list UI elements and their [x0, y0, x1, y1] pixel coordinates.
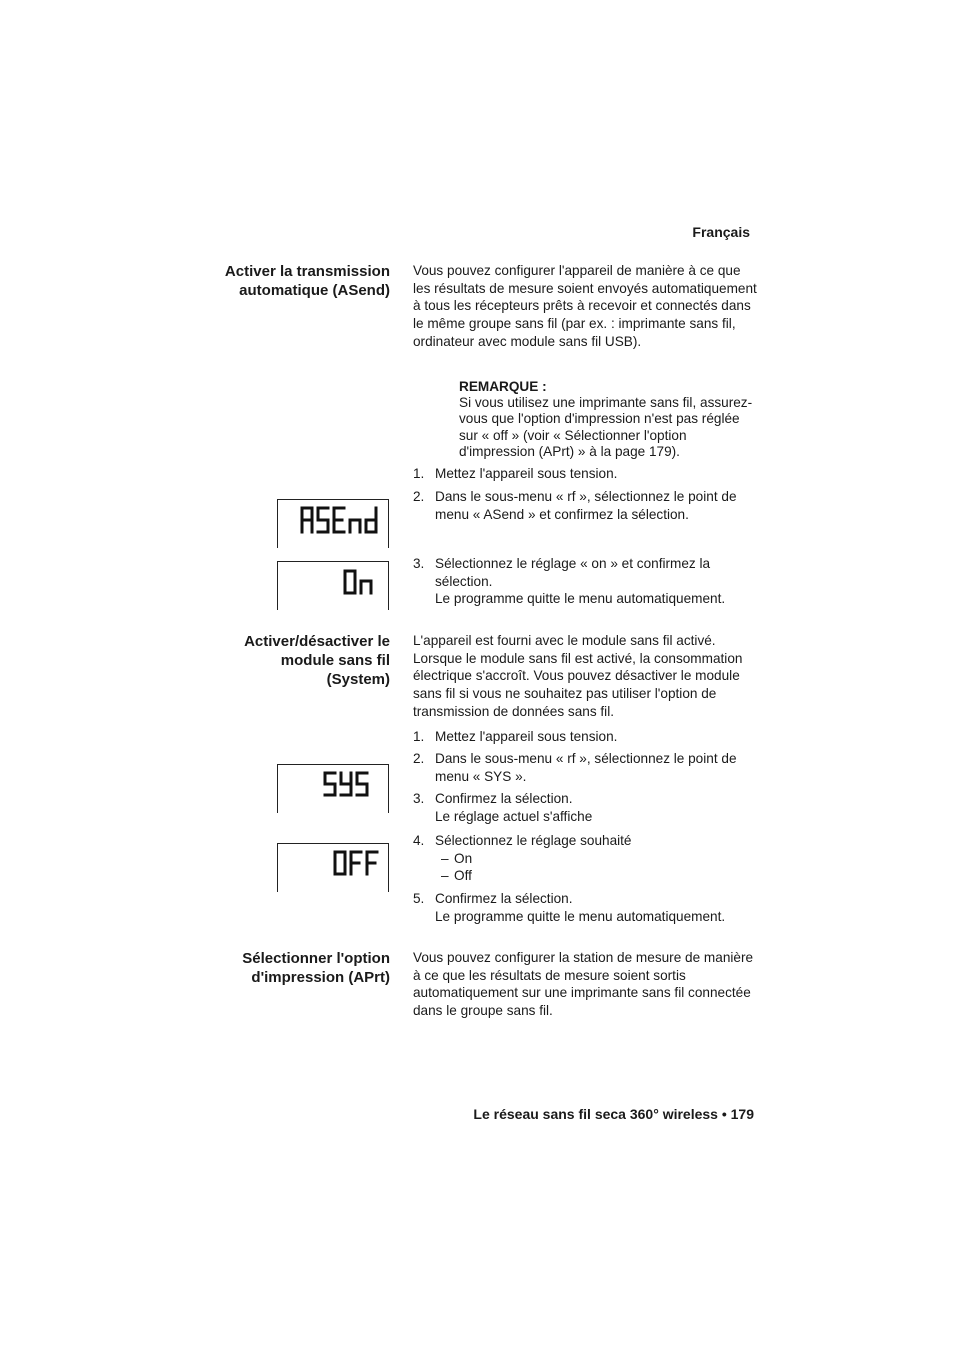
step-item: [413, 750, 758, 785]
lcd-glyphs-off: [278, 844, 388, 892]
step-number: 5.: [413, 891, 425, 906]
step-number: 1.: [413, 729, 425, 744]
section-intro-asend: Vous pouvez configurer l'appareil de manière à ce que les résultats de mesure soient envoyés automatiquement à tous les récepteurs prêts à recevoir et connectés dans le même groupe sans fil (par ex. : imprimante sans fil, ordinateur avec module sans fil USB).: [413, 263, 757, 349]
note-title: REMARQUE :: [459, 379, 547, 394]
step-item: [413, 832, 758, 885]
step-text: Confirmez la sélection.: [435, 891, 573, 906]
step-text: Sélectionnez le réglage « on » et confirmez la sélection.: [435, 556, 711, 589]
note-block: [459, 379, 759, 460]
lcd-display-off: [277, 843, 389, 892]
step-number: 2.: [413, 751, 425, 766]
lcd-display-sys: [277, 764, 389, 813]
step-item: [413, 465, 758, 483]
option-item: – Off: [441, 868, 472, 884]
step-number: 4.: [413, 833, 425, 848]
heading-line: d'impression (APrt): [251, 969, 390, 986]
section-heading-asend: [170, 262, 390, 300]
lcd-glyphs-on: [278, 562, 388, 610]
heading-line: Activer la transmission: [224, 263, 390, 280]
heading-line: Sélectionner l'option: [242, 950, 390, 967]
step-text: Confirmez la sélection.: [435, 791, 573, 806]
step-result: Le programme quitte le menu automatiquement.: [435, 591, 726, 607]
step-item: [413, 488, 758, 523]
page-footer: Le réseau sans fil seca 360° wireless • 179: [473, 1106, 754, 1122]
heading-line: (System): [326, 671, 390, 688]
step-number: 3.: [413, 791, 425, 806]
lcd-display-asend: [277, 499, 389, 548]
step-result: Le programme quitte le menu automatiquement.: [435, 908, 726, 924]
heading-line: module sans fil: [280, 652, 390, 669]
option-label: On: [454, 850, 473, 866]
step-number: 1.: [413, 466, 425, 481]
lcd-display-on: [277, 561, 389, 610]
heading-line: automatique (ASend): [239, 282, 390, 299]
step-item: [413, 555, 758, 608]
step-text: Mettez l'appareil sous tension.: [435, 466, 618, 481]
step-number: 2.: [413, 489, 425, 504]
section-intro-system: L'appareil est fourni avec le module sans fil activé. Lorsque le module sans fil est activé, la consommation électrique s'accroît. Vous pouvez désactiver le module sans fil si vous ne souhaitez pas utiliser l'option de transmission de données sans fil.: [413, 633, 743, 719]
note-text: Si vous utilisez une imprimante sans fil, assurez-vous que l'option d'impression n'est pas réglée sur « off » (voir « Sélectionner l'option d'impression (APrt) » à la page 179).: [459, 395, 753, 459]
step-item: [413, 790, 758, 825]
step-item: [413, 890, 758, 925]
section-intro-aprt: Vous pouvez configurer la station de mesure de manière à ce que les résultats de mesure soient sortis automatiquement sur une imprimante sans fil connectée dans le groupe sans fil.: [413, 950, 754, 1019]
lcd-glyphs-asend: [278, 500, 388, 548]
step-text: Dans le sous-menu « rf », sélectionnez le point de menu « ASend » et confirmez la sélection.: [435, 489, 737, 522]
option-label: Off: [454, 868, 472, 884]
step-item: [413, 728, 758, 746]
step-text: Dans le sous-menu « rf », sélectionnez le point de menu « SYS ».: [435, 751, 737, 784]
step-text: Mettez l'appareil sous tension.: [435, 729, 618, 744]
heading-line: Activer/désactiver le: [244, 633, 390, 650]
lcd-glyphs-sys: [278, 765, 388, 813]
section-heading-aprt: [170, 949, 390, 987]
step-result: Le réglage actuel s'affiche: [435, 808, 593, 824]
step-text: Sélectionnez le réglage souhaité: [435, 833, 632, 848]
step-number: 3.: [413, 556, 425, 571]
option-item: – On: [441, 850, 473, 866]
language-label: Français: [692, 224, 750, 240]
section-heading-system: [170, 632, 390, 689]
